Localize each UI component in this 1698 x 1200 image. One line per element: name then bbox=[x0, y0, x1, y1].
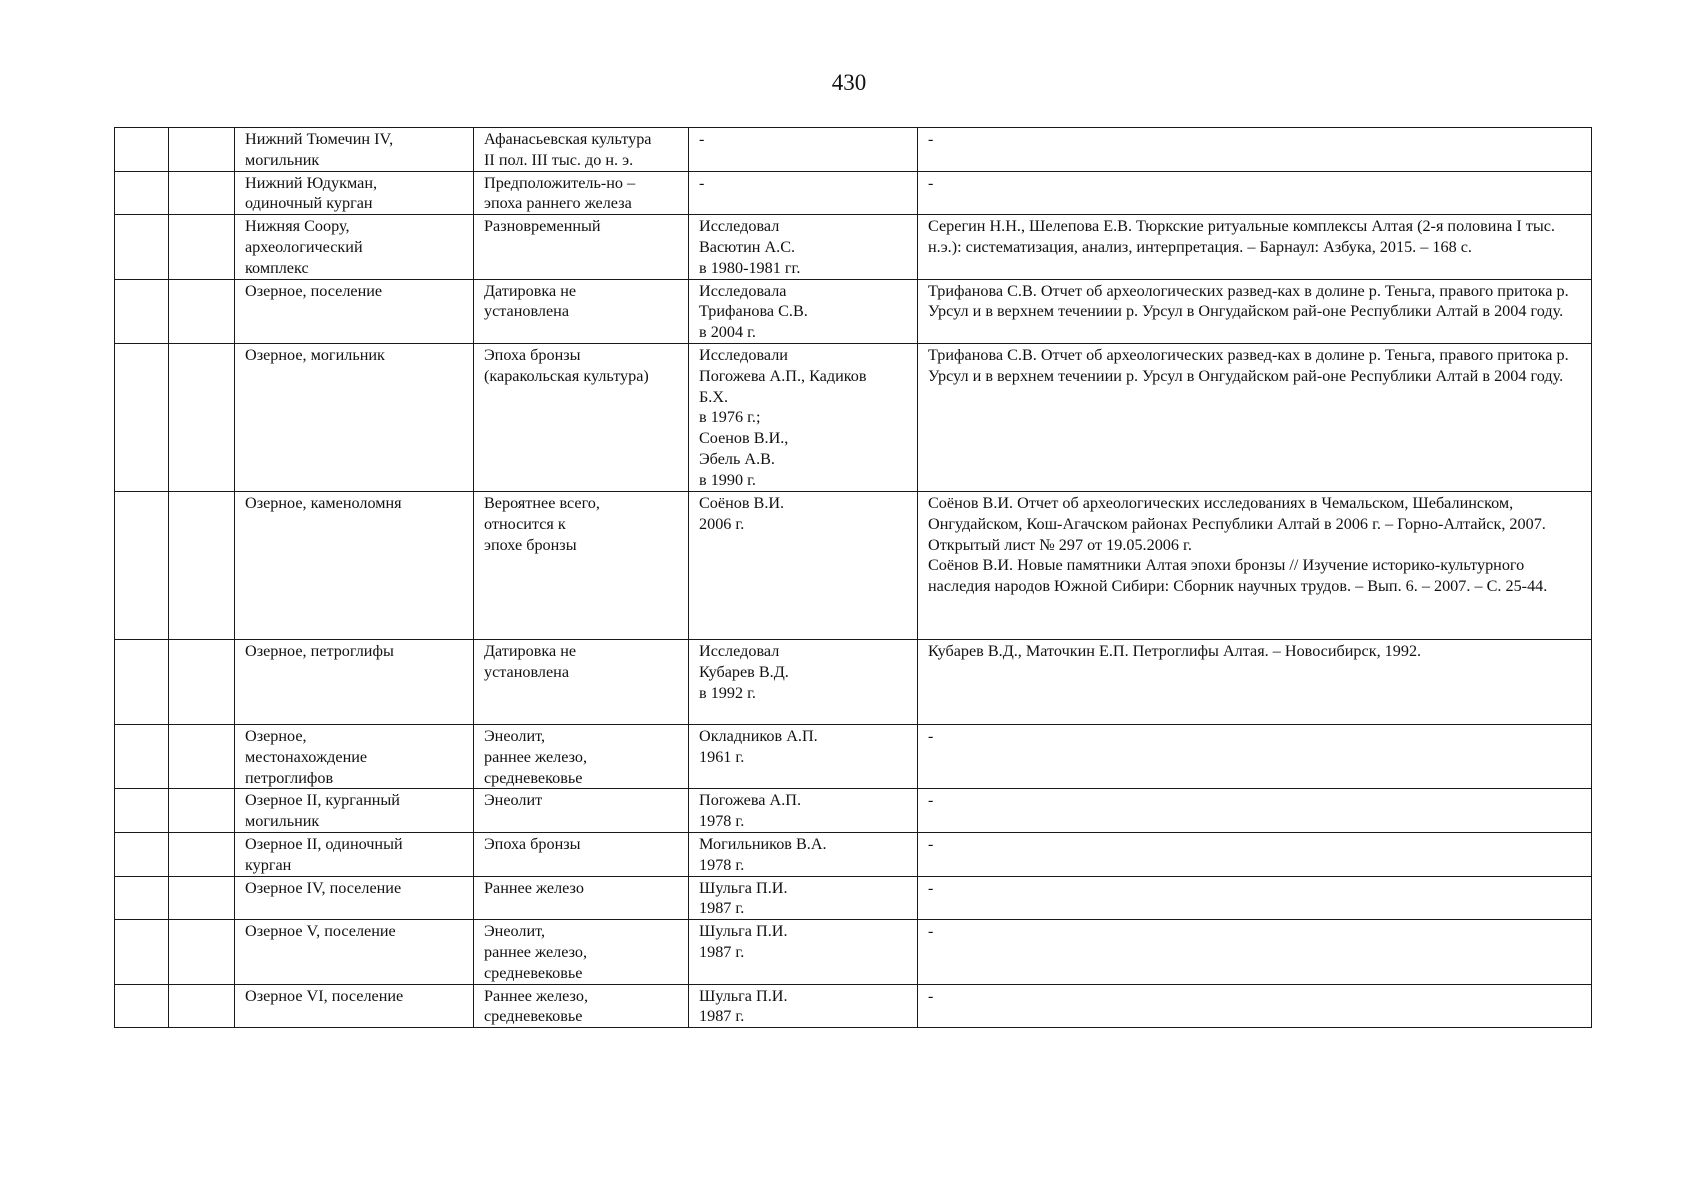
dating-cell: Энеолит, раннее железо, средневековье bbox=[474, 724, 689, 788]
literature-cell: Трифанова С.В. Отчет об археологических развед-ках в долине р. Теньга, правого притока р. Урсул и в верхнем течениии р. Урсул в Онгудайском рай-оне Республики Алтай в 2004 году. bbox=[918, 279, 1592, 343]
row-number-cell bbox=[115, 343, 169, 491]
monument-name-cell: Озерное VI, поселение bbox=[235, 984, 474, 1028]
row-number-cell bbox=[115, 876, 169, 920]
research-cell: Соёнов В.И. 2006 г. bbox=[689, 491, 918, 639]
row-number-cell bbox=[115, 832, 169, 876]
monument-name-cell: Озерное, могильник bbox=[235, 343, 474, 491]
table-row bbox=[115, 128, 1592, 172]
monument-name-cell: Озерное, местонахождение петроглифов bbox=[235, 724, 474, 788]
research-cell: Исследовали Погожева А.П., Кадиков Б.Х. в 1976 г.; Соенов В.И., Эбель А.В. в 1990 г. bbox=[689, 343, 918, 491]
table-row bbox=[115, 215, 1592, 279]
row-code-cell bbox=[169, 215, 235, 279]
dating-cell: Раннее железо bbox=[474, 876, 689, 920]
literature-cell: - bbox=[918, 984, 1592, 1028]
research-cell: Исследовал Кубарев В.Д. в 1992 г. bbox=[689, 639, 918, 724]
table-row bbox=[115, 343, 1592, 491]
research-cell: Окладников А.П. 1961 г. bbox=[689, 724, 918, 788]
dating-cell: Датировка не установлена bbox=[474, 639, 689, 724]
literature-cell: - bbox=[918, 171, 1592, 215]
literature-cell: - bbox=[918, 128, 1592, 172]
table-row bbox=[115, 724, 1592, 788]
row-number-cell bbox=[115, 724, 169, 788]
monument-name-cell: Озерное II, курганный могильник bbox=[235, 789, 474, 833]
dating-cell: Предположитель-но – эпоха раннего железа bbox=[474, 171, 689, 215]
row-code-cell bbox=[169, 128, 235, 172]
dating-cell: Афанасьевская культура II пол. III тыс. до н. э. bbox=[474, 128, 689, 172]
row-code-cell bbox=[169, 724, 235, 788]
dating-cell: Разновременный bbox=[474, 215, 689, 279]
monument-name-cell: Нижний Юдукман, одиночный курган bbox=[235, 171, 474, 215]
literature-cell: Соёнов В.И. Отчет об археологических исследованиях в Чемальском, Шебалинском, Онгудайском, Кош-Агачском районах Республики Алтай в 2006 г. – Горно-Алтайск, 2007. Открытый лист № 297 от 19.05.2006 г. Соёнов В.И. Новые памятники Алтая эпохи бронзы // Изучение историко-культурного наследия народов Южной Сибири: Сборник научных трудов. – Вып. 6. – 2007. – С. 25-44. bbox=[918, 491, 1592, 639]
table-row bbox=[115, 639, 1592, 724]
row-code-cell bbox=[169, 639, 235, 724]
row-number-cell bbox=[115, 215, 169, 279]
monument-name-cell: Нижняя Соору, археологический комплекс bbox=[235, 215, 474, 279]
row-number-cell bbox=[115, 789, 169, 833]
research-cell: Шульга П.И. 1987 г. bbox=[689, 876, 918, 920]
row-number-cell bbox=[115, 279, 169, 343]
row-code-cell bbox=[169, 876, 235, 920]
row-code-cell bbox=[169, 279, 235, 343]
research-cell: Могильников В.А. 1978 г. bbox=[689, 832, 918, 876]
row-code-cell bbox=[169, 984, 235, 1028]
table-row bbox=[115, 876, 1592, 920]
research-cell: Погожева А.П. 1978 г. bbox=[689, 789, 918, 833]
row-number-cell bbox=[115, 171, 169, 215]
table-row bbox=[115, 171, 1592, 215]
dating-cell: Эпоха бронзы bbox=[474, 832, 689, 876]
research-cell: Исследовала Трифанова С.В. в 2004 г. bbox=[689, 279, 918, 343]
table-row bbox=[115, 920, 1592, 984]
literature-cell: Серегин Н.Н., Шелепова Е.В. Тюркские ритуальные комплексы Алтая (2-я половина I тыс. н.э.): систематизация, анализ, интерпретация. – Барнаул: Азбука, 2015. – 168 с. bbox=[918, 215, 1592, 279]
row-number-cell bbox=[115, 128, 169, 172]
monument-name-cell: Озерное, петроглифы bbox=[235, 639, 474, 724]
monuments-table bbox=[114, 127, 1592, 1028]
row-number-cell bbox=[115, 920, 169, 984]
dating-cell: Вероятнее всего, относится к эпохе бронзы bbox=[474, 491, 689, 639]
monument-name-cell: Нижний Тюмечин IV, могильник bbox=[235, 128, 474, 172]
row-code-cell bbox=[169, 789, 235, 833]
literature-cell: - bbox=[918, 876, 1592, 920]
dating-cell: Эпоха бронзы (каракольская культура) bbox=[474, 343, 689, 491]
table-row bbox=[115, 491, 1592, 639]
research-cell: Исследовал Васютин А.С. в 1980-1981 гг. bbox=[689, 215, 918, 279]
row-code-cell bbox=[169, 171, 235, 215]
page-number: 430 bbox=[831, 70, 867, 95]
literature-cell: - bbox=[918, 724, 1592, 788]
dating-cell: Датировка не установлена bbox=[474, 279, 689, 343]
research-cell: - bbox=[689, 171, 918, 215]
dating-cell: Энеолит bbox=[474, 789, 689, 833]
row-number-cell bbox=[115, 491, 169, 639]
research-cell: - bbox=[689, 128, 918, 172]
monument-name-cell: Озерное, поселение bbox=[235, 279, 474, 343]
monument-name-cell: Озерное II, одиночный курган bbox=[235, 832, 474, 876]
row-number-cell bbox=[115, 639, 169, 724]
research-cell: Шульга П.И. 1987 г. bbox=[689, 984, 918, 1028]
row-code-cell bbox=[169, 832, 235, 876]
row-code-cell bbox=[169, 920, 235, 984]
table-row bbox=[115, 279, 1592, 343]
literature-cell: - bbox=[918, 920, 1592, 984]
table-row bbox=[115, 832, 1592, 876]
research-cell: Шульга П.И. 1987 г. bbox=[689, 920, 918, 984]
row-number-cell bbox=[115, 984, 169, 1028]
row-code-cell bbox=[169, 491, 235, 639]
table-row bbox=[115, 789, 1592, 833]
dating-cell: Энеолит, раннее железо, средневековье bbox=[474, 920, 689, 984]
monument-name-cell: Озерное IV, поселение bbox=[235, 876, 474, 920]
row-code-cell bbox=[169, 343, 235, 491]
literature-cell: - bbox=[918, 832, 1592, 876]
monument-name-cell: Озерное V, поселение bbox=[235, 920, 474, 984]
dating-cell: Раннее железо, средневековье bbox=[474, 984, 689, 1028]
monument-name-cell: Озерное, каменоломня bbox=[235, 491, 474, 639]
literature-cell: Кубарев В.Д., Маточкин Е.П. Петроглифы Алтая. – Новосибирск, 1992. bbox=[918, 639, 1592, 724]
table-row bbox=[115, 984, 1592, 1028]
literature-cell: - bbox=[918, 789, 1592, 833]
literature-cell: Трифанова С.В. Отчет об археологических развед-ках в долине р. Теньга, правого притока р. Урсул и в верхнем течениии р. Урсул в Онгудайском рай-оне Республики Алтай в 2004 году. bbox=[918, 343, 1592, 491]
